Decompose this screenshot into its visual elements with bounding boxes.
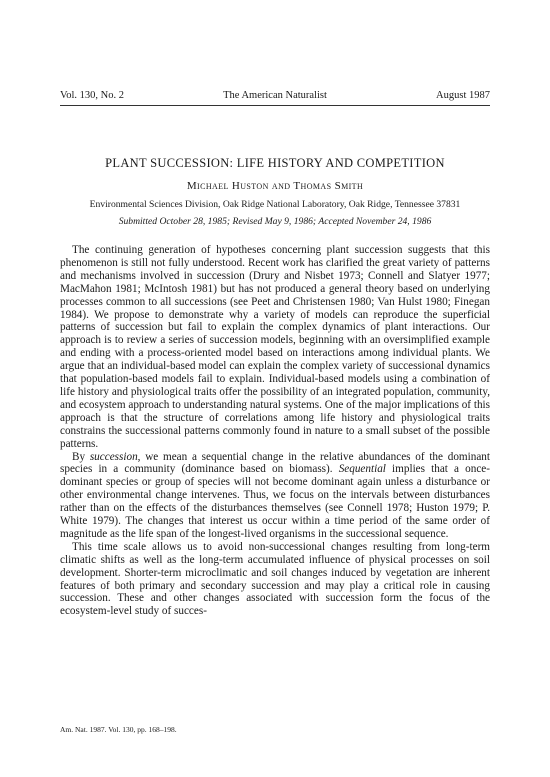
paragraph-2-middle: , we mean a sequential change in the relative abundances of the dominant species in a community (dominance based on biomass).	[60, 450, 490, 476]
paragraph-2-intro: By	[72, 450, 90, 463]
term-sequential: Sequential	[338, 463, 386, 476]
paragraph-2-rest: implies that a once-dominant species or group of species will not become dominant again unless a disturbance or other environmental change intervenes. Thus, we focus on the intervals between disturbances rather than on the effects of the disturbances themselves (see Connell 1978; Huston 1979; P. White 1979). The changes that interest us occur within a time period of the same order of magnitude as the life span of the longest-lived organisms in the successional sequence.	[60, 463, 490, 540]
volume-issue: Vol. 130, No. 2	[60, 90, 124, 101]
authors: Michael Huston and Thomas Smith	[186, 180, 364, 192]
term-succession: succession	[89, 450, 138, 463]
paragraph-2	[60, 451, 490, 541]
submission-dates: Submitted October 28, 1985; Revised May 9, 1986; Accepted November 24, 1986	[118, 216, 432, 227]
header-rule	[60, 105, 490, 106]
citation-footer: Am. Nat. 1987. Vol. 130, pp. 168–198.	[60, 725, 177, 734]
issue-date: August 1987	[436, 90, 490, 101]
paragraph-1: The continuing generation of hypotheses concerning plant succession suggests that this phenomenon is still not fully understood. Recent work has clarified the great variety of patterns and mechanisms involved in succession (Drury and Nisbet 1973; Connell and Slatyer 1977; MacMahon 1981; McIntosh 1981) but has not produced a general theory based on underlying processes common to all successions (see Peet and Christensen 1980; Van Hulst 1980; Finegan 1984). We propose to demonstrate why a variety of models can reproduce the superficial patterns of succession but fail to explain the complex dynamics of plant interactions. Our approach is to review a series of succession models, beginning with an oversimplified example and ending with a process-oriented model based on interactions among individual plants. We argue that an individual-based model can explain the complex variety of successional dynamics that population-based models fail to explain. Individual-based models using a combination of life history and physiological traits offer the possibility of an integrated population, community, and ecosystem approach to understanding natural systems. One of the major implications of this approach is that the structure of correlations among life history and physiological traits constrains the successional patterns commonly found in nature to a small subset of the possible patterns.	[60, 244, 490, 450]
paragraph-3: This time scale allows us to avoid non-successional changes resulting from long-term climatic shifts as well as the long-term accumulated influence of physical processes on soil development. Shorter-term microclimatic and soil changes induced by vegetation are inherent features of both primary and secondary succession and may play a critical role in causing succession. These and other changes associated with succession form the focus of the ecosystem-level study of succes-	[60, 540, 490, 618]
affiliation: Environmental Sciences Division, Oak Ridge National Laboratory, Oak Ridge, Tennessee 37831	[89, 199, 461, 210]
article-body	[60, 244, 490, 618]
article-title: PLANT SUCCESSION: LIFE HISTORY AND COMPETITION	[105, 156, 445, 170]
journal-name: The American Naturalist	[223, 90, 327, 101]
